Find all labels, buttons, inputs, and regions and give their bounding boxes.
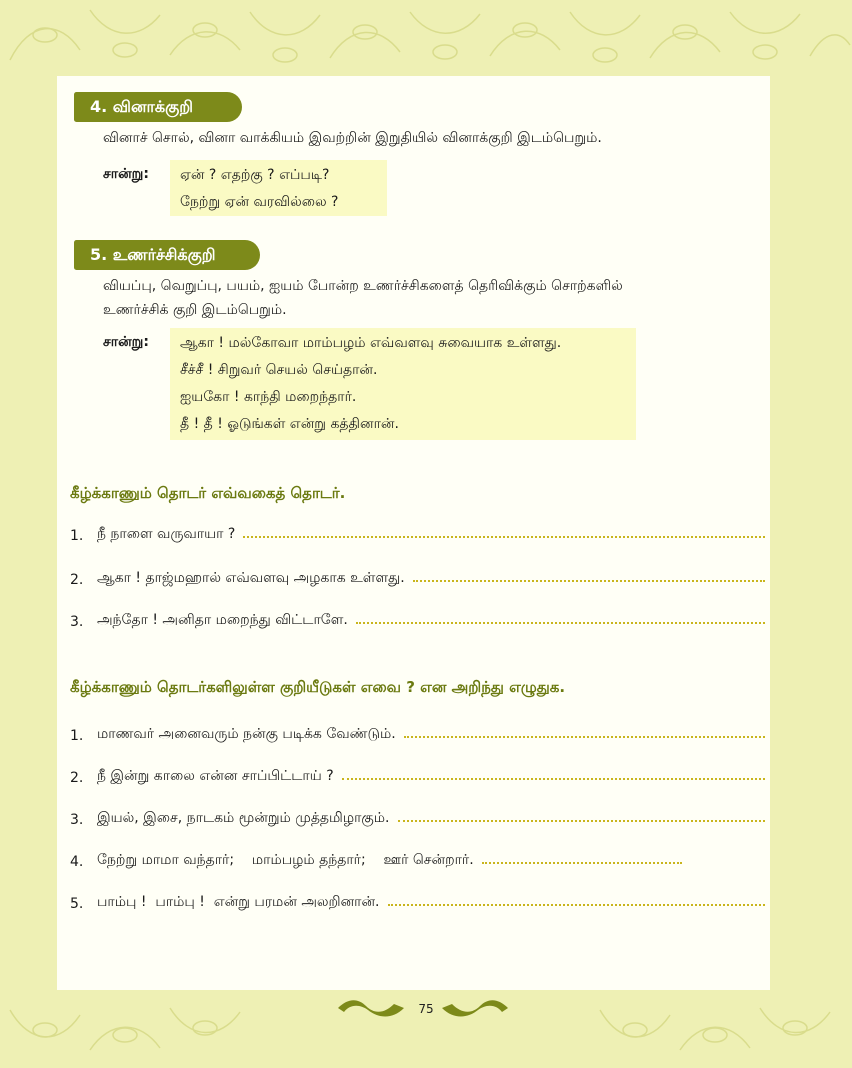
answer-blank[interactable] — [404, 736, 765, 738]
section-4-example-box — [170, 160, 387, 216]
answer-blank[interactable] — [413, 580, 765, 582]
question-text: நீ இன்று காலை என்ன சாப்பிட்டாய் ? — [97, 768, 334, 784]
section-4-example-label: சான்று: — [103, 166, 149, 182]
exercise-1-question — [70, 608, 765, 630]
question-text: நேற்று மாமா வந்தார்; மாம்பழம் தந்தார்; ஊர் சென்றார். — [97, 852, 474, 868]
question-text: மாணவர் அனைவரும் நன்கு படிக்க வேண்டும். — [97, 726, 396, 742]
top-decorative-band — [0, 0, 852, 76]
example-line: சீச்சீ ! சிறுவர் செயல் செய்தான். — [180, 362, 378, 378]
exercise-1-question — [70, 566, 765, 588]
question-number: 1. — [70, 528, 84, 544]
exercise-2-question — [70, 764, 765, 786]
left-margin-band — [0, 76, 57, 990]
question-number: 3. — [70, 614, 84, 630]
section-5-title: 5. உணர்ச்சிக்குறி — [74, 240, 260, 270]
example-line: தீ ! தீ ! ஓடுங்கள் என்று கத்தினான். — [180, 416, 399, 432]
answer-blank[interactable] — [482, 862, 682, 864]
example-line: ஏன் ? எதற்கு ? எப்படி? — [180, 167, 330, 183]
exercise-2-question — [70, 722, 765, 744]
exercise-2-question — [70, 848, 765, 870]
section-5-body — [103, 274, 743, 322]
answer-blank[interactable] — [356, 622, 765, 624]
question-number: 1. — [70, 728, 84, 744]
exercise-2-question — [70, 890, 765, 912]
answer-blank[interactable] — [243, 536, 765, 538]
right-margin-band — [770, 76, 852, 990]
example-line: ஆகா ! மல்கோவா மாம்பழம் எவ்வளவு சுவையாக உள்ளது. — [180, 335, 562, 351]
question-number: 3. — [70, 812, 84, 828]
example-line: நேற்று ஏன் வரவில்லை ? — [180, 194, 339, 210]
exercise-2-heading: கீழ்க்காணும் தொடர்களிலுள்ள குறியீடுகள் எவை ? என அறிந்து எழுதுக. — [70, 678, 566, 696]
section-5-body-line: வியப்பு, வெறுப்பு, பயம், ஐயம் போன்ற உணர்ச்சிகளைத் தெரிவிக்கும் சொற்களில் — [103, 278, 623, 294]
answer-blank[interactable] — [342, 778, 765, 780]
question-number: 2. — [70, 572, 84, 588]
answer-blank[interactable] — [398, 820, 766, 822]
question-number: 5. — [70, 896, 84, 912]
section-5-body-line: உணர்ச்சிக் குறி இடம்பெறும். — [103, 302, 287, 318]
answer-blank[interactable] — [388, 904, 766, 906]
section-5-example-label: சான்று: — [103, 334, 149, 350]
question-text: ஆகா ! தாஜ்மஹால் எவ்வளவு அழகாக உள்ளது. — [97, 570, 405, 586]
question-text: பாம்பு ! பாம்பு ! என்று பரமன் அலறினான். — [97, 894, 380, 910]
section-4-title: 4. வினாக்குறி — [74, 92, 242, 122]
footer-ornament-right-icon — [440, 996, 510, 1020]
section-5-example-box — [170, 328, 636, 440]
question-number: 2. — [70, 770, 84, 786]
question-text: நீ நாளை வருவாயா ? — [97, 526, 236, 542]
exercise-1-question — [70, 522, 765, 544]
question-number: 4. — [70, 854, 84, 870]
exercise-2-question — [70, 806, 765, 828]
question-text: அந்தோ ! அனிதா மறைந்து விட்டாளே. — [97, 612, 348, 628]
exercise-1-heading: கீழ்க்காணும் தொடர் எவ்வகைத் தொடர். — [70, 484, 346, 502]
example-line: ஐயகோ ! காந்தி மறைந்தார். — [180, 389, 357, 405]
section-4-body: வினாச் சொல், வினா வாக்கியம் இவற்றின் இறுதியில் வினாக்குறி இடம்பெறும். — [103, 130, 602, 146]
page-number: 75 — [418, 1002, 434, 1016]
question-text: இயல், இசை, நாடகம் மூன்றும் முத்தமிழாகும். — [97, 810, 390, 826]
